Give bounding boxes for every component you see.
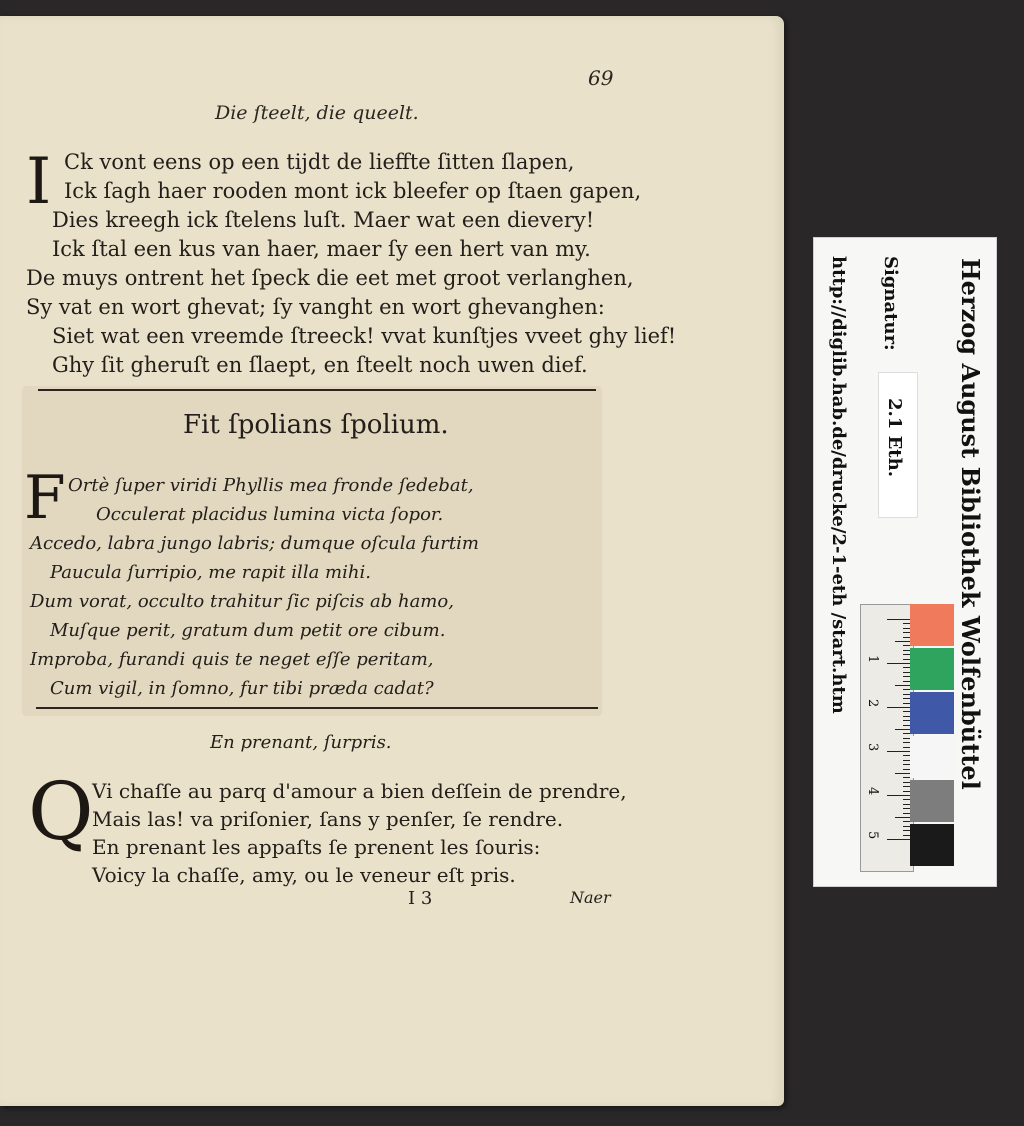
page-number: 69 (588, 66, 614, 90)
french-line: Voicy la chaſſe, amy, ou le veneur eſt pris. (92, 863, 516, 887)
color-swatch (910, 824, 954, 866)
dutch-line: De muys ontrent het ſpeck die eet met groot verlanghen, (26, 266, 634, 290)
color-swatch (910, 648, 954, 690)
dutch-line: Ick ſagh haer rooden mont ick bleefer op ſtaen gapen, (64, 179, 642, 203)
signatur-value: 2.1 Eth. (884, 398, 905, 477)
dutch-poem (26, 145, 677, 380)
dutch-line: Ghy ſit gheruſt en ſlaept, en ſteelt noch uwen dief. (52, 353, 588, 377)
color-swatch (910, 780, 954, 822)
latin-poem (22, 471, 622, 703)
ruler-label: 4 (865, 787, 880, 796)
library-title: Herzog August Bibliothek Wolfenbüttel (956, 258, 985, 790)
latin-dropcap: F (24, 463, 66, 533)
dutch-line: Sy vat en wort ghevat; ſy vanght en wort ghevanghen: (26, 295, 605, 319)
dutch-line: Ck vont eens op een tijdt de lieffte ſitten ſlapen, (64, 150, 575, 174)
latin-line: Improba, furandi quis te neget eſſe peritam, (30, 649, 434, 670)
latin-line: Accedo, labra jungo labris; dumque oſcula furtim (30, 533, 479, 554)
ruler-label: 1 (865, 655, 880, 664)
color-swatch (910, 736, 954, 778)
french-head: En prenant, ſurpris. (210, 732, 392, 753)
color-swatch (910, 692, 954, 734)
latin-line: Paucula ſurripio, me rapit illa mihi. (50, 562, 371, 583)
latin-line: Occulerat placidus lumina victa ſopor. (96, 504, 444, 525)
ruler-label: 5 (865, 831, 880, 840)
latin-line: Dum vorat, occulto trahitur ſic piſcis ab hamo, (30, 591, 454, 612)
dutch-line: Ick ſtal een kus van haer, maer ſy een hert van my. (52, 237, 591, 261)
latin-line: Ortè ſuper viridi Phyllis mea fronde ſedebat, (68, 475, 474, 496)
running-head: Die ſteelt, die queelt. (215, 102, 419, 124)
dutch-line: Dies kreegh ick ſtelens luſt. Maer wat een dievery! (52, 208, 595, 232)
latin-line: Muſque perit, gratum dum petit ore cibum. (50, 620, 446, 641)
signatur-label: Signatur: (880, 256, 901, 351)
french-poem (28, 777, 668, 889)
section-divider (36, 707, 598, 709)
french-line: En prenant les appaſts ſe prenent les ſouris: (92, 835, 541, 859)
color-swatch (910, 604, 954, 646)
ruler-label: 2 (865, 699, 880, 708)
french-dropcap: Q (28, 765, 94, 858)
french-line: Mais las! va priſonier, ſans y penſer, ſe rendre. (92, 807, 564, 831)
dutch-dropcap: I (26, 145, 52, 219)
ruler-label: 3 (865, 743, 880, 752)
french-line: Vi chaſſe au parq d'amour a bien deſſein de prendre, (92, 779, 627, 803)
dutch-line: Siet wat een vreemde ſtreeck! vvat kunſtjes vveet ghy lief! (52, 324, 677, 348)
measurement-ruler (860, 604, 914, 872)
digital-library-url: http://diglib.hab.de/drucke/2-1-eth /start.htm (828, 256, 849, 714)
latin-line: Cum vigil, in ſomno, fur tibi præda cadat? (50, 678, 434, 699)
catchword: Naer (570, 888, 611, 907)
latin-title: Fit ſpolians ſpolium. (183, 410, 449, 440)
book-page (0, 16, 784, 1106)
section-divider (38, 389, 596, 391)
signature-mark: I 3 (408, 888, 433, 909)
library-label-strip (813, 237, 997, 887)
